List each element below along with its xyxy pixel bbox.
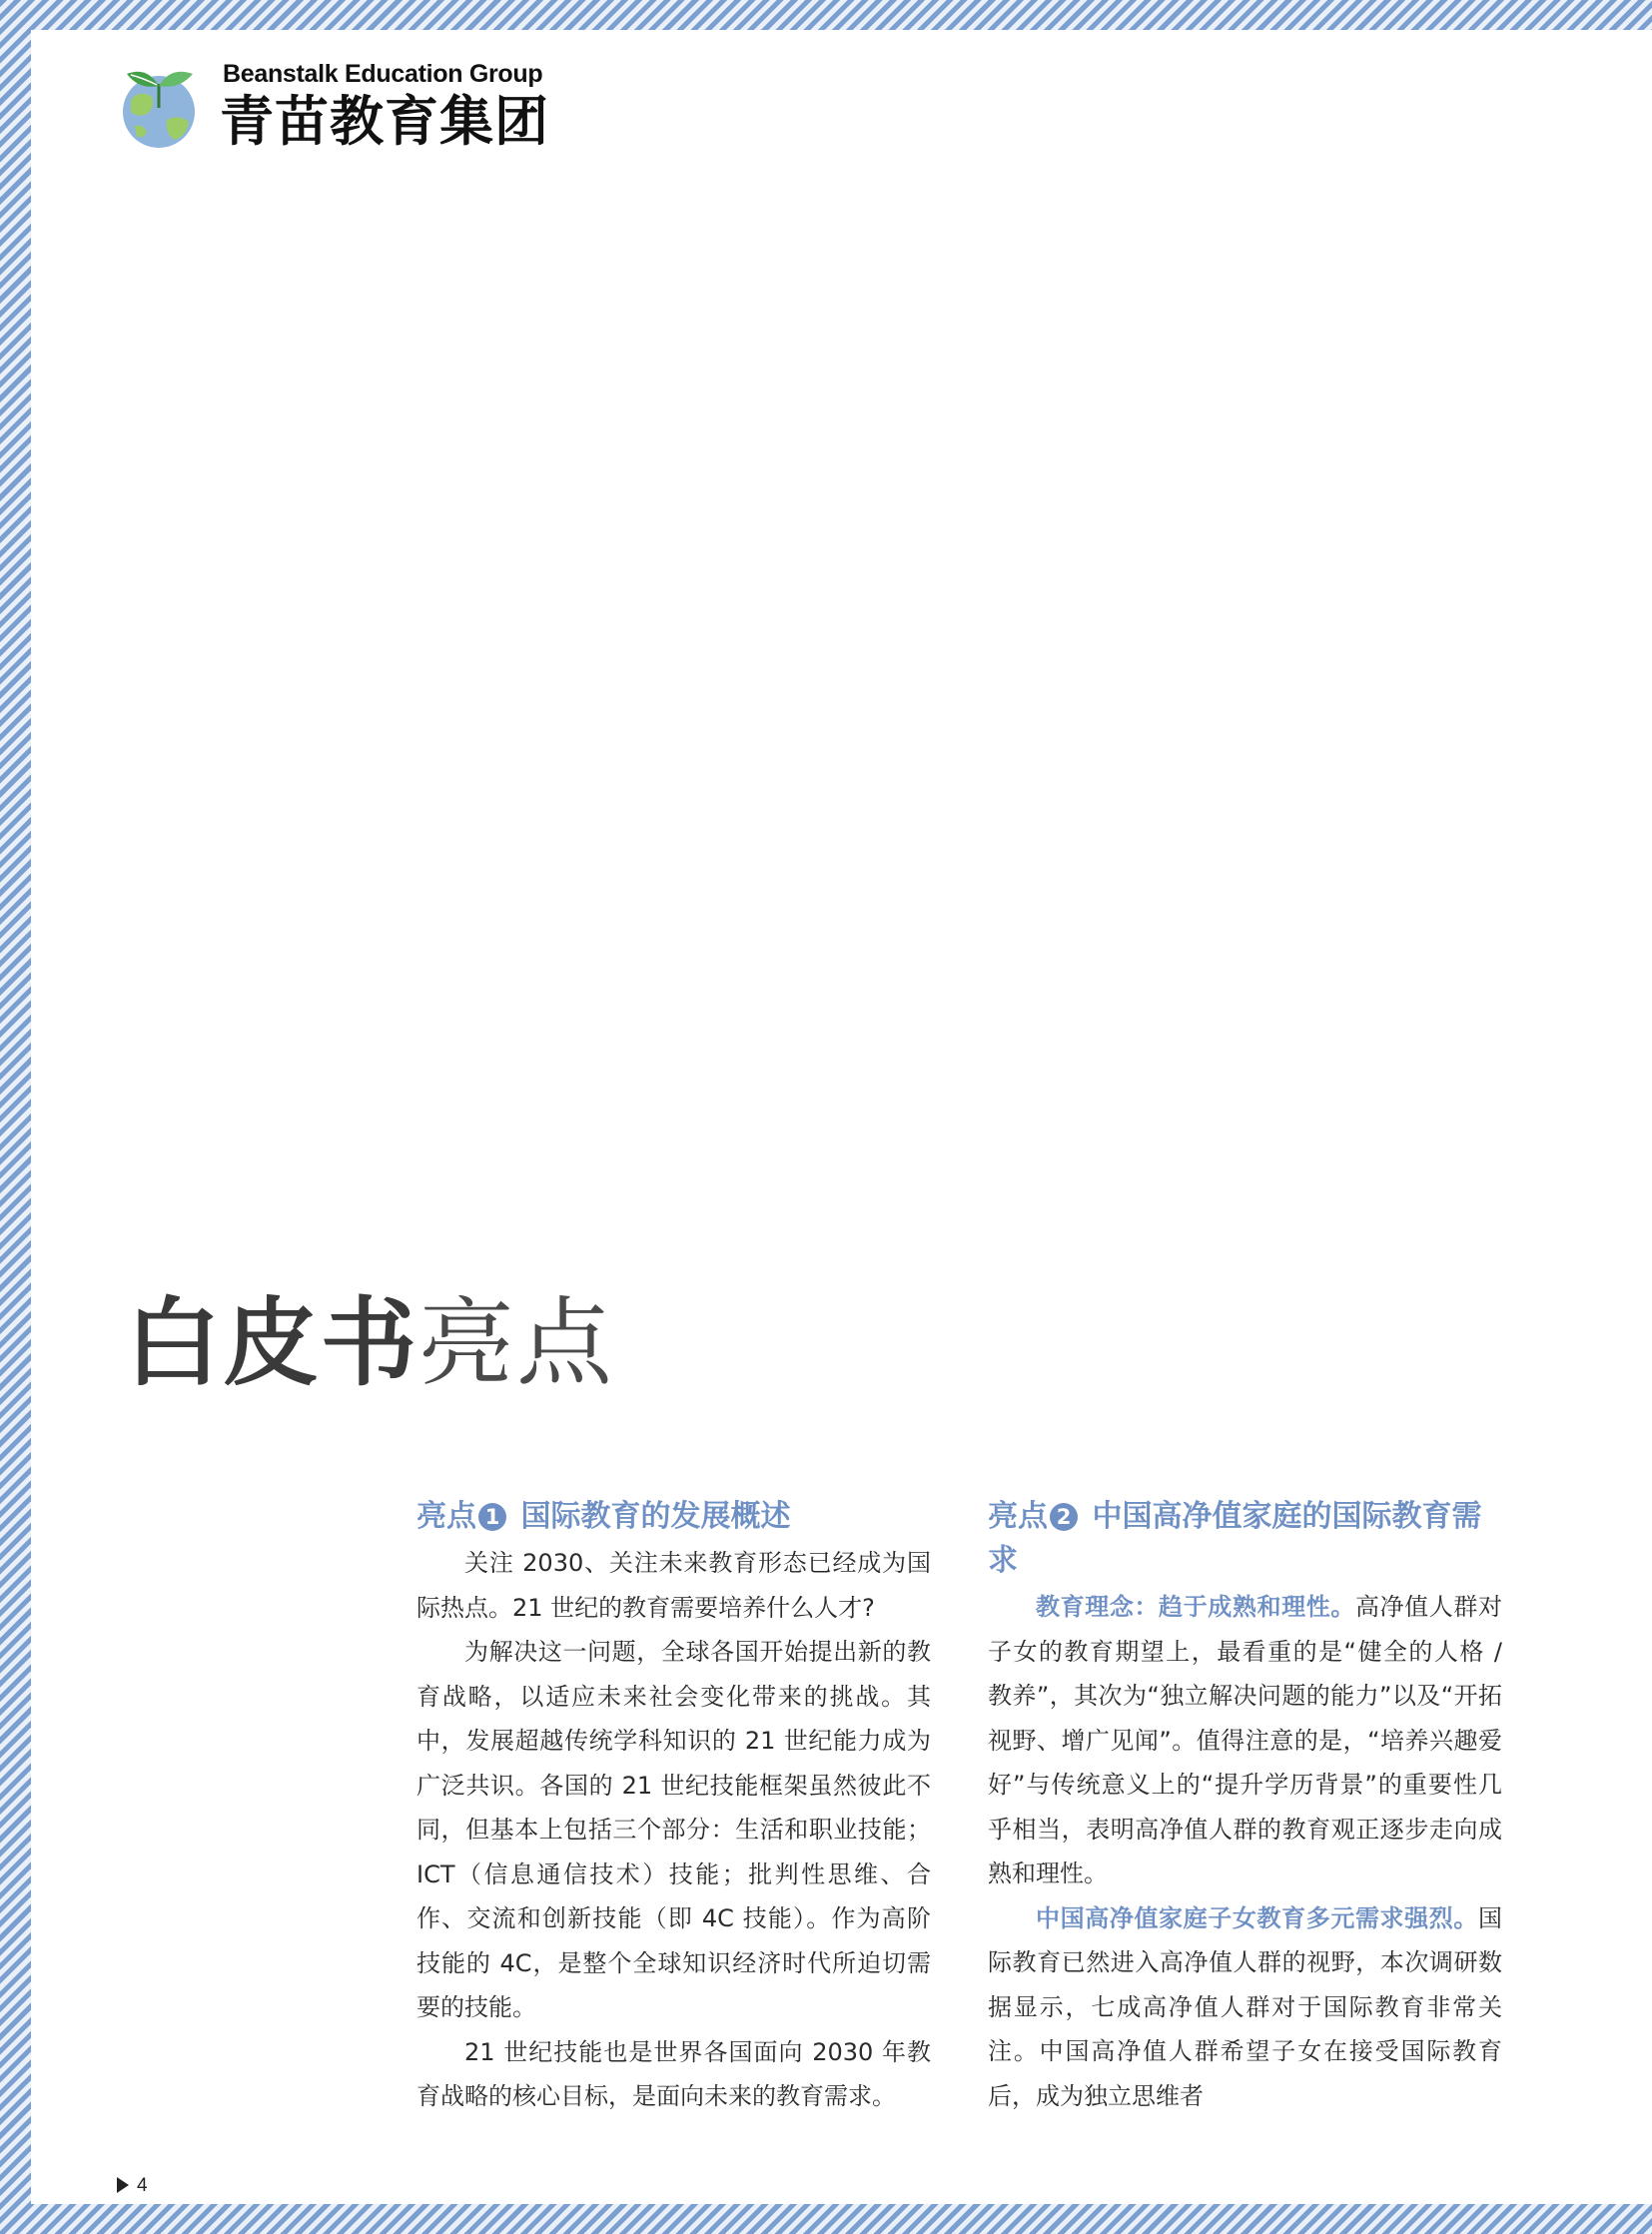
- highlight-1-title: 国际教育的发展概述: [520, 1499, 791, 1534]
- highlight-2-paragraph-1-lead: 教育理念：趋于成熟和理性。: [1036, 1593, 1355, 1621]
- highlight-2-paragraph-1-text: 高净值人群对子女的教育期望上，最看重的是“健全的人格 / 教养”，其次为“独立解决问题的能力”以及“开拓视野、增广见闻”。值得注意的是，“培养兴趣爱好”与传统意义上的“提升学历背景”的重要性几乎相当，表明高净值人群的教育观正逐步走向成熟和理性。: [988, 1593, 1503, 1887]
- highlight-2-column: [988, 1495, 1502, 2118]
- page-number: 4: [137, 2175, 148, 2196]
- highlight-2-title: 中国高净值家庭的国际教育需求: [988, 1499, 1482, 1578]
- highlight-1-label: 亮点: [416, 1499, 476, 1534]
- page-footer: [117, 2175, 148, 2197]
- highlight-2-paragraph-2: [988, 1896, 1502, 2119]
- beanstalk-logo-icon: [117, 60, 201, 150]
- page-title-bold: 白皮书: [125, 1287, 418, 1399]
- highlight-2-paragraph-2-text: 国际教育已然进入高净值人群的视野，本次调研数据显示，七成高净值人群对于国际教育非常关注。中国高净值人群希望子女在接受国际教育后，成为独立思维者: [988, 1903, 1502, 2110]
- page-title-light: 亮点: [418, 1287, 614, 1399]
- highlight-1-paragraph-1: 关注 2030、关注未来教育形态已经成为国际热点。21 世纪的教育需要培养什么人才?: [416, 1549, 931, 1622]
- highlight-1-column: [416, 1495, 931, 2119]
- highlight-1-number-badge: 1: [478, 1503, 506, 1531]
- page-marker-triangle-icon: [117, 2177, 129, 2193]
- brand-name-en: Beanstalk Education Group: [223, 60, 543, 88]
- highlight-2-paragraph-1: [988, 1585, 1502, 1896]
- highlight-2-paragraph-2-lead: 中国高净值家庭子女教育多元需求强烈。: [1036, 1903, 1478, 1932]
- page-title: [125, 1288, 614, 1398]
- brand-name-zh: 青苗教育集团: [220, 90, 549, 153]
- highlight-1-paragraph-2: 为解决这一问题，全球各国开始提出新的教育战略，以适应未来社会变化带来的挑战。其中，发展超越传统学科知识的 21 世纪能力成为广泛共识。各国的 21 世纪技能框架虽然彼此不同，但基本上包括三个部分：生活和职业技能；ICT（信息通信技术）技能；批判性思维、合作、交流和创新技能（即 4C 技能）。作为高阶技能的 4C，是整个全球知识经济时代所迫切需要的技能。: [416, 1638, 931, 2021]
- highlight-2-heading: [988, 1495, 1502, 1583]
- highlight-1-heading: [416, 1495, 931, 1539]
- highlight-2-number-badge: 2: [1050, 1503, 1078, 1531]
- highlight-2-label: 亮点: [988, 1499, 1048, 1534]
- highlight-1-paragraph-3: 21 世纪技能也是世界各国面向 2030 年教育战略的核心目标，是面向未来的教育需求。: [416, 2037, 931, 2110]
